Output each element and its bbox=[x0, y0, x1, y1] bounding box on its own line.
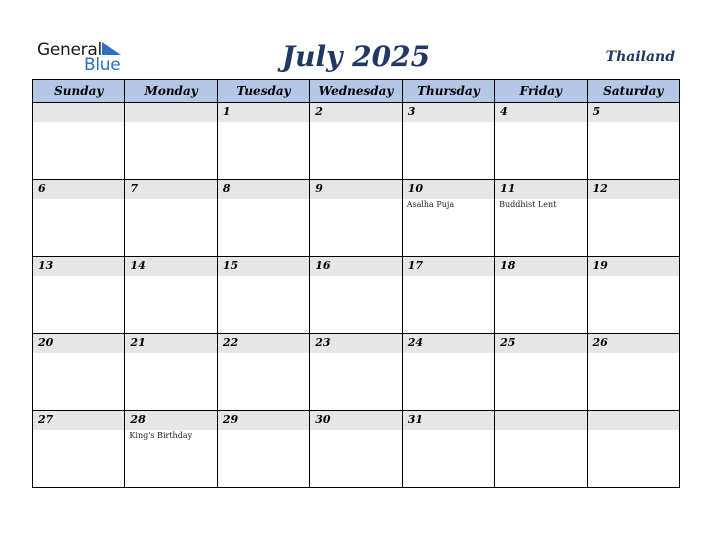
day-cell bbox=[495, 180, 587, 257]
day-cell bbox=[587, 334, 679, 411]
day-number: 15 bbox=[222, 259, 239, 272]
day-number: 17 bbox=[407, 259, 423, 272]
day-cell bbox=[310, 103, 402, 180]
day-number-bar bbox=[218, 103, 309, 122]
day-number-bar bbox=[403, 257, 494, 276]
day-cell bbox=[125, 257, 217, 334]
day-number-bar bbox=[495, 257, 586, 276]
day-cell bbox=[125, 103, 217, 180]
week-row bbox=[33, 334, 680, 411]
day-cell bbox=[217, 180, 309, 257]
day-number-bar bbox=[125, 103, 216, 122]
day-number: 20 bbox=[38, 336, 54, 349]
day-number: 12 bbox=[592, 182, 608, 195]
day-cell bbox=[495, 334, 587, 411]
day-number: 23 bbox=[315, 336, 331, 349]
day-cell bbox=[217, 411, 309, 488]
day-number: 31 bbox=[407, 413, 423, 426]
day-cell bbox=[310, 257, 402, 334]
day-number: 2 bbox=[315, 105, 323, 118]
day-cell bbox=[402, 257, 494, 334]
day-number-bar bbox=[310, 334, 401, 353]
day-number: 3 bbox=[407, 105, 416, 118]
day-number-bar bbox=[218, 411, 309, 430]
day-cell bbox=[402, 334, 494, 411]
day-number: 28 bbox=[130, 413, 146, 426]
day-number-bar bbox=[495, 180, 586, 199]
weekday-wednesday: Wednesday bbox=[310, 80, 402, 103]
day-number: 8 bbox=[222, 182, 231, 195]
day-cell bbox=[495, 257, 587, 334]
day-cell bbox=[587, 103, 679, 180]
day-number-bar bbox=[125, 180, 216, 199]
day-number: 22 bbox=[222, 336, 239, 349]
day-number: 19 bbox=[592, 259, 608, 272]
day-cell bbox=[587, 411, 679, 488]
day-number-bar bbox=[125, 257, 216, 276]
day-number: 26 bbox=[592, 336, 608, 349]
logo-text-general: General bbox=[37, 40, 102, 60]
day-number: 27 bbox=[38, 413, 54, 426]
day-number-bar bbox=[218, 257, 309, 276]
country-label: Thailand bbox=[605, 49, 675, 65]
day-number: 16 bbox=[315, 259, 331, 272]
day-cell bbox=[125, 411, 217, 488]
day-number: 29 bbox=[222, 413, 239, 426]
day-cell bbox=[310, 180, 402, 257]
day-number: 5 bbox=[592, 105, 601, 118]
day-cell bbox=[217, 103, 309, 180]
weekday-tuesday: Tuesday bbox=[217, 80, 309, 103]
day-number-bar bbox=[218, 334, 309, 353]
day-number-bar bbox=[33, 180, 124, 199]
weekday-thursday: Thursday bbox=[402, 80, 494, 103]
weekday-monday: Monday bbox=[125, 80, 217, 103]
day-cell bbox=[33, 180, 125, 257]
day-number: 11 bbox=[500, 182, 516, 195]
day-number-bar bbox=[125, 334, 216, 353]
weekday-friday: Friday bbox=[495, 80, 587, 103]
day-number-bar bbox=[310, 411, 401, 430]
day-cell bbox=[402, 411, 494, 488]
day-number-bar bbox=[588, 411, 679, 430]
day-cell bbox=[33, 411, 125, 488]
day-cell bbox=[33, 334, 125, 411]
day-cell bbox=[402, 103, 494, 180]
day-number: 13 bbox=[38, 259, 54, 272]
day-number-bar bbox=[588, 103, 679, 122]
day-cell bbox=[125, 334, 217, 411]
day-cell bbox=[310, 411, 402, 488]
month-title: July 2025 bbox=[281, 40, 431, 73]
day-number: 9 bbox=[315, 182, 323, 195]
weekday-sunday: Sunday bbox=[33, 80, 125, 103]
day-number: 6 bbox=[38, 182, 46, 195]
day-number: 7 bbox=[130, 182, 139, 195]
day-number-bar bbox=[125, 411, 216, 430]
day-number-bar bbox=[403, 411, 494, 430]
weekday-header-row bbox=[33, 80, 680, 103]
day-number-bar bbox=[495, 103, 586, 122]
day-cell bbox=[587, 180, 679, 257]
day-number-bar bbox=[588, 257, 679, 276]
day-number-bar bbox=[310, 257, 401, 276]
logo-text-blue: Blue bbox=[84, 55, 121, 75]
weekday-saturday: Saturday bbox=[587, 80, 679, 103]
day-number-bar bbox=[310, 180, 401, 199]
day-cell bbox=[402, 180, 494, 257]
week-row bbox=[33, 257, 680, 334]
day-number: 25 bbox=[500, 336, 516, 349]
day-number-bar bbox=[403, 103, 494, 122]
day-cell bbox=[310, 334, 402, 411]
day-number-bar bbox=[495, 411, 586, 430]
day-number-bar bbox=[33, 334, 124, 353]
day-cell bbox=[587, 257, 679, 334]
day-cell bbox=[495, 103, 587, 180]
week-row bbox=[33, 103, 680, 180]
day-number-bar bbox=[310, 103, 401, 122]
day-number-bar bbox=[403, 180, 494, 199]
day-cell bbox=[33, 103, 125, 180]
day-number-bar bbox=[403, 334, 494, 353]
day-number-bar bbox=[218, 180, 309, 199]
day-number: 24 bbox=[407, 336, 423, 349]
day-cell bbox=[33, 257, 125, 334]
day-number-bar bbox=[495, 334, 586, 353]
day-cell bbox=[217, 334, 309, 411]
day-number: 21 bbox=[130, 336, 146, 349]
holiday-label: Asalha Puja bbox=[406, 200, 455, 209]
calendar-grid bbox=[32, 79, 680, 488]
day-number: 4 bbox=[500, 105, 508, 118]
holiday-label: Buddhist Lent bbox=[499, 200, 557, 209]
week-row bbox=[33, 180, 680, 257]
holiday-label: King's Birthday bbox=[129, 431, 193, 440]
day-cell bbox=[495, 411, 587, 488]
day-cell bbox=[217, 257, 309, 334]
day-number-bar bbox=[33, 103, 124, 122]
day-number: 10 bbox=[407, 182, 423, 195]
day-number-bar bbox=[33, 257, 124, 276]
week-row bbox=[33, 411, 680, 488]
day-number-bar bbox=[588, 334, 679, 353]
day-number: 14 bbox=[130, 259, 146, 272]
day-number: 30 bbox=[315, 413, 331, 426]
day-number-bar bbox=[33, 411, 124, 430]
day-number: 1 bbox=[222, 105, 231, 118]
day-cell bbox=[125, 180, 217, 257]
day-number: 18 bbox=[500, 259, 516, 272]
day-number-bar bbox=[588, 180, 679, 199]
